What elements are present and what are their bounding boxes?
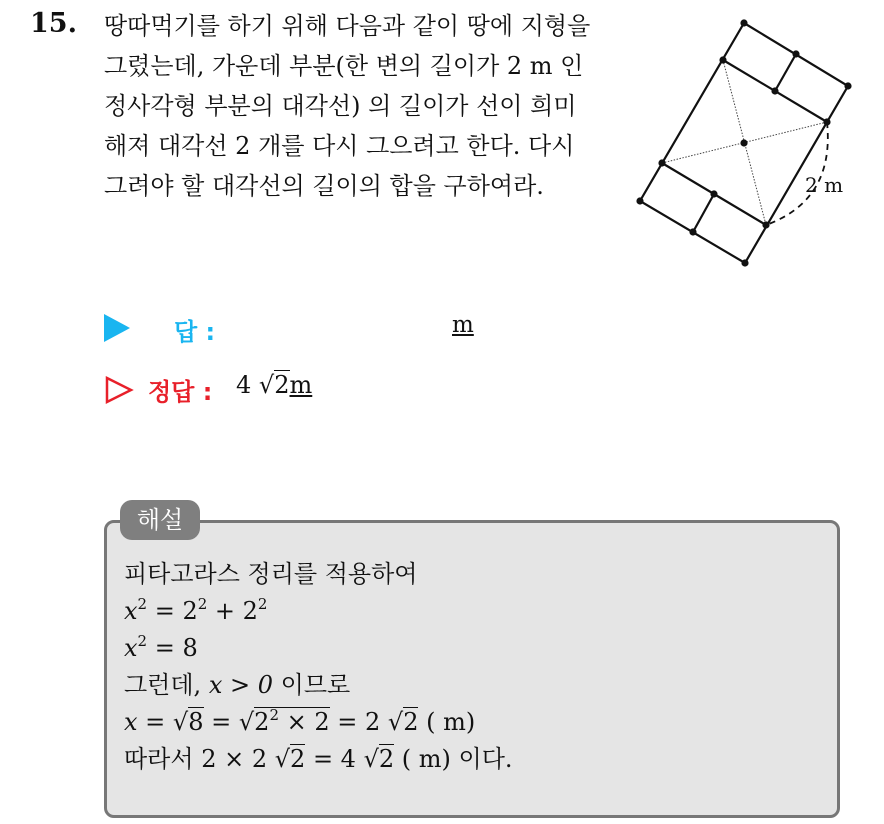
- question-line: 땅따먹기를 하기 위해 다음과 같이 땅에 지형을: [104, 12, 591, 40]
- question-text: [104, 6, 624, 206]
- vertex-dot: [741, 259, 748, 266]
- coefficient: 4: [236, 371, 252, 399]
- vertex-dot: [689, 228, 696, 235]
- field-diagram: [620, 0, 860, 275]
- vertex-dot: [710, 190, 717, 197]
- vertex-dot: [658, 159, 665, 166]
- explanation-lines: [124, 556, 513, 778]
- unit: m: [289, 371, 313, 399]
- vertex-dot: [762, 221, 769, 228]
- play-icon: [104, 314, 130, 342]
- center-dot: [740, 139, 747, 146]
- answer-unit[interactable]: m: [452, 312, 474, 338]
- correct-answer-value: 4 √2m: [236, 371, 313, 399]
- explanation-line: 피타고라스 정리를 적용하여: [124, 560, 418, 588]
- open-play-icon: [104, 375, 134, 405]
- explanation-line: $x^2 = 2^2 + 2^2$: [124, 595, 268, 625]
- vertex-dot: [719, 56, 726, 63]
- bottom-mid-line: [693, 194, 714, 232]
- question-number: 15.: [30, 8, 77, 39]
- vertex-dot: [792, 50, 799, 57]
- explanation-line: 따라서 2 × 2 √2 = 4 √2 ( m) 이다.: [124, 745, 513, 773]
- side-length-label: 2 m: [805, 173, 844, 197]
- explanation-line: $x^2 = 8$: [124, 632, 198, 662]
- explanation-line: $x = √8 = √2^2 \times 2 = 2$ √2 ( m): [124, 706, 476, 736]
- vertex-dot: [636, 197, 643, 204]
- vertex-dot: [771, 87, 778, 94]
- top-mid-line: [775, 54, 796, 91]
- question-line: 그려야 할 대각선의 길이의 합을 구하여라.: [104, 172, 544, 200]
- question-line: 해져 대각선 2 개를 다시 그으려고 한다. 다시: [104, 132, 575, 160]
- answer-label: 답 :: [174, 318, 216, 346]
- vertex-dot: [823, 118, 830, 125]
- correct-answer-label: 정답 :: [148, 378, 213, 406]
- vertex-dot: [740, 19, 747, 26]
- question-line: 그렸는데, 가운데 부분(한 변의 길이가 2 m 인: [104, 52, 584, 80]
- explanation-line: 그런데, x > 0 이므로: [124, 671, 351, 699]
- radicand: 2: [274, 371, 290, 399]
- vertex-dot: [844, 82, 851, 89]
- explanation-tab: 해설: [120, 500, 200, 540]
- question-line: 정사각형 부분의 대각선) 의 길이가 선이 희미: [104, 92, 577, 120]
